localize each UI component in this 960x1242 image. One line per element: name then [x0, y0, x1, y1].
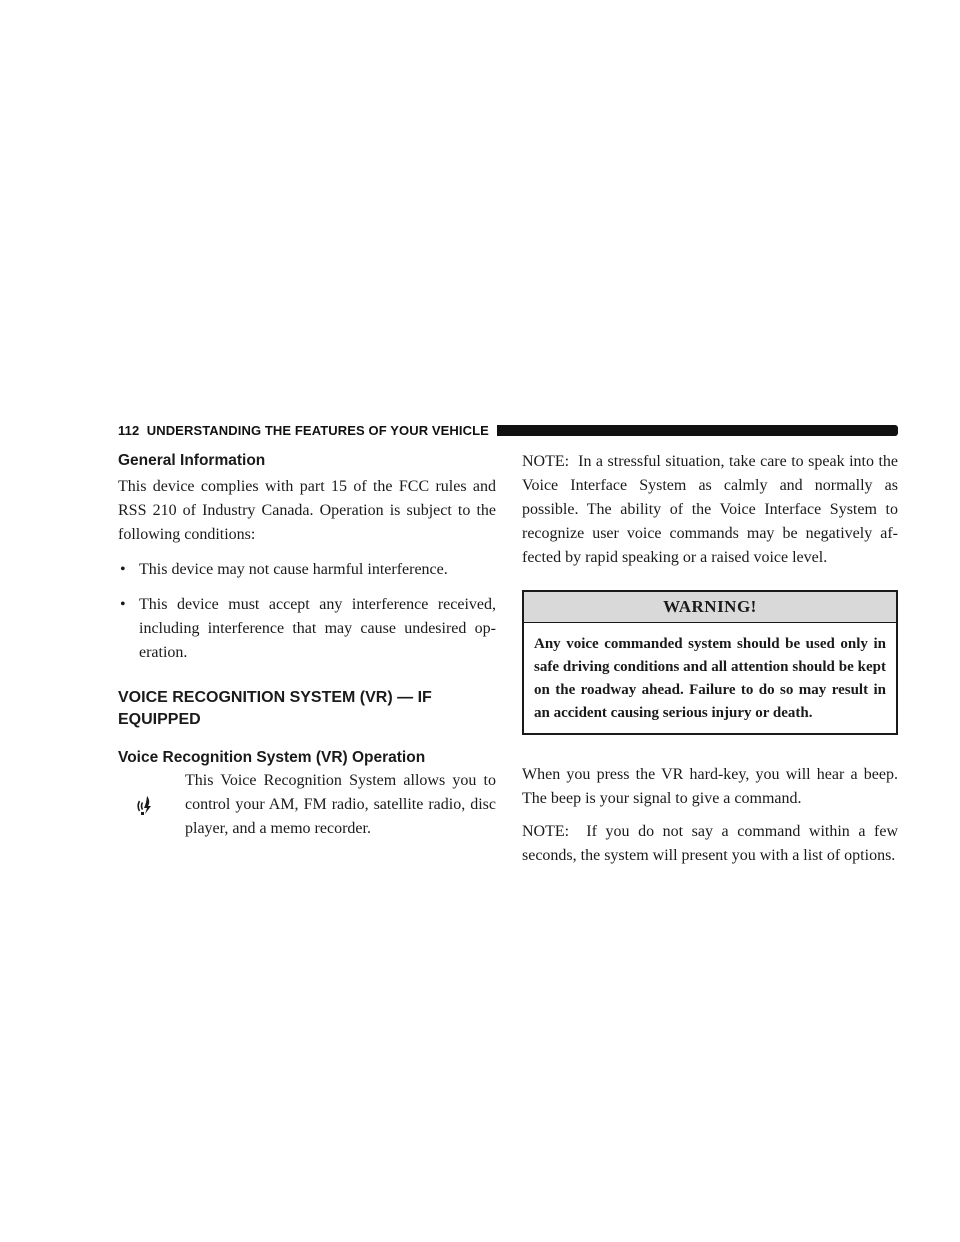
page-header — [118, 420, 898, 440]
section-title: UNDERSTANDING THE FEATURES OF YOUR VEHICLE — [146, 422, 489, 438]
bullet-text: This device may not cause harmful interference. — [139, 561, 448, 578]
vr-operation-block — [118, 769, 496, 841]
left-column — [118, 450, 496, 841]
list-item — [118, 593, 496, 665]
bullet-dot: • — [120, 561, 126, 578]
note-label: NOTE: — [522, 823, 570, 840]
bullet-text: This device must accept any interference received, including interference that may cause undesired op- eration. — [139, 596, 496, 661]
general-info-heading: General Information — [118, 452, 266, 469]
vr-press-paragraph: When you press the VR hard-key, you will hear a beep. The beep is your signal to give a command. — [522, 766, 898, 807]
right-column — [522, 450, 898, 868]
note-text: If you do not say a command within a few seconds, the system will present you with a list of options. — [522, 823, 899, 864]
page-number: 112 — [118, 422, 140, 438]
note-paragraph — [522, 450, 898, 570]
note-paragraph — [522, 820, 898, 868]
warning-box — [522, 590, 898, 735]
vr-section-heading: VOICE RECOGNITION SYSTEM (VR) — IF EQUIPPED — [118, 689, 432, 728]
voice-recognition-icon — [118, 769, 185, 841]
note-text: In a stressful situation, take care to speak into the Voice Interface System as calmly and normally as possible. The ability of the Voice Interface System to recognize user voice commands may be negatively af- fected by rapid speaking or a raised voice level. — [522, 453, 899, 566]
list-item — [118, 558, 496, 582]
vr-operation-paragraph: This Voice Recognition System allows you to control your AM, FM radio, satellite radio, disc player, and a memo recorder. — [185, 772, 496, 837]
general-info-paragraph: This device complies with part 15 of the FCC rules and RSS 210 of Industry Canada. Operation is subject to the following conditions: — [118, 478, 496, 543]
header-bar — [497, 425, 898, 436]
note-label: NOTE: — [522, 453, 570, 470]
vr-operation-heading: Voice Recognition System (VR) Operation — [118, 749, 426, 766]
warning-title: WARNING! — [524, 592, 896, 623]
warning-text: Any voice commanded system should be used only in safe driving conditions and all attention should be kept on the roadway ahead. Failure to do so may result in an accident causing serious injury or death. — [534, 636, 886, 721]
page-header-text — [118, 423, 489, 438]
bullet-dot: • — [120, 596, 126, 613]
